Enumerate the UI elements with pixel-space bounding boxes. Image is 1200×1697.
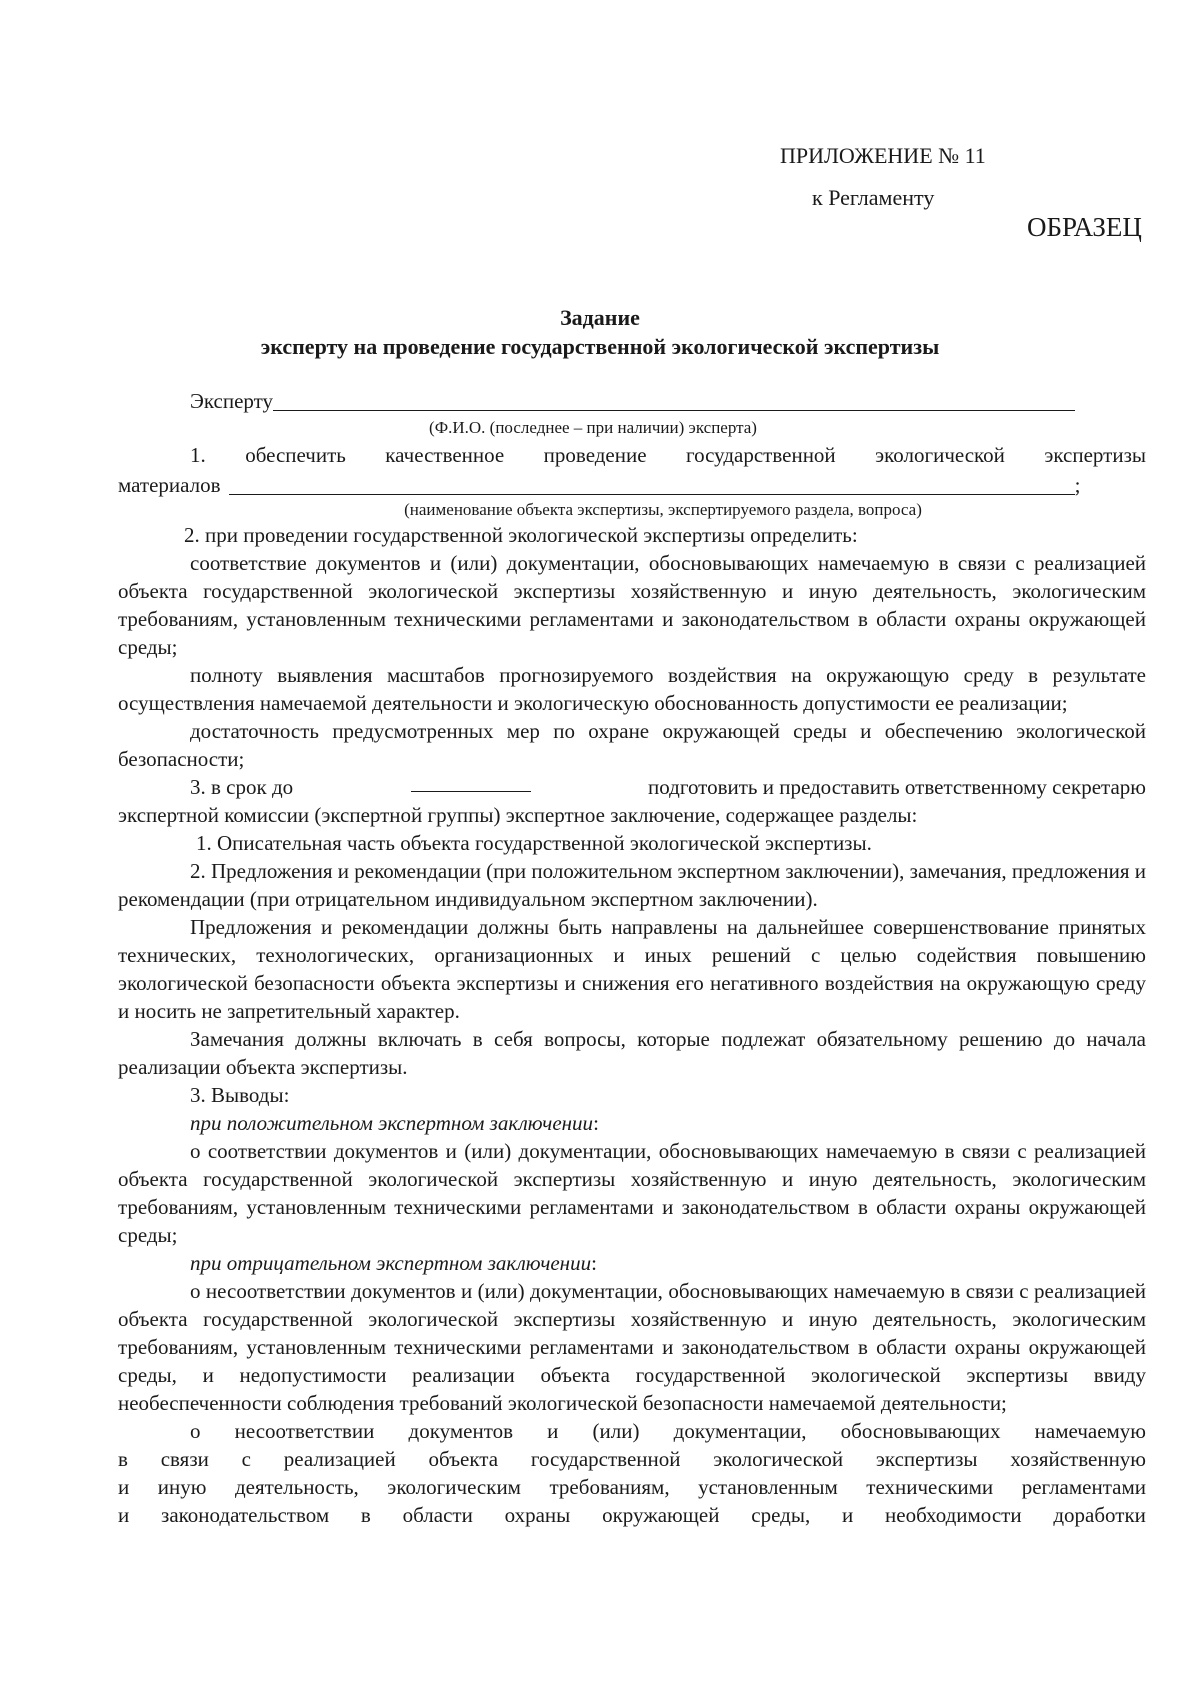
item1-word: экологической [875, 443, 1005, 467]
expert-name-blank [273, 390, 1075, 411]
expert-fill-row [118, 385, 1146, 415]
item1-word: государственной [686, 443, 836, 467]
section-2-remarks: Замечания должны включать в себя вопросы, которые подлежат обязательному решению до начала реализации объекта экспертизы. [118, 1027, 1146, 1079]
materials-label: материалов [118, 473, 221, 497]
appendix-number: ПРИЛОЖЕНИЕ № 11 [780, 143, 986, 168]
negative-conclusion-line: и иную деятельность, экологическим требованиям, установленным техническими регламентами [118, 1475, 1146, 1499]
word: законодательством [161, 1503, 330, 1527]
expert-caption: (Ф.И.О. (последнее – при наличии) эксперта) [429, 418, 757, 437]
appendix-reference: к Регламенту [812, 185, 935, 210]
item2-heading: 2. при проведении государственной экологической экспертизы определить: [184, 523, 858, 547]
colon: : [591, 1251, 597, 1275]
colon: : [593, 1111, 599, 1135]
word: области [402, 1503, 473, 1527]
negative-conclusion-line: в связи с реализацией объекта государственной экологической экспертизы хозяйственную [118, 1447, 1146, 1471]
word: доработки [1053, 1503, 1146, 1527]
item3-continuation: экспертной комиссии (экспертной группы) экспертное заключение, содержащее разделы: [118, 803, 918, 827]
item3-line [118, 773, 1146, 801]
item2-paragraph-2: полноту выявления масштабов прогнозируемого воздействия на окружающую среду в результате осуществления намечаемой деятельности и экологическую обоснованность допустимости ее реализации; [118, 663, 1146, 715]
negative-conclusion-text-1: о несоответствии документов и (или) документации, обосновывающих намечаемую в связи с реализацией объекта государственной экологической экспертизы хозяйственную и иную деятельность, экологическим требованиям, установленным техническими регламентами и законодательством в области охраны окружающей среды, и недопустимости реализации объекта государственной экологической экспертизы ввиду необеспеченности соблюдения требований экологической безопасности намечаемой деятельности; [118, 1279, 1146, 1415]
materials-caption: (наименование объекта экспертизы, экспертируемого раздела, вопроса) [404, 500, 922, 519]
negative-conclusion-label: при отрицательном экспертном заключении [190, 1251, 592, 1275]
word: в [360, 1503, 371, 1527]
item1-word: проведение [543, 443, 647, 467]
word: необходимости [885, 1503, 1022, 1527]
materials-semicolon: ; [1074, 473, 1081, 497]
item1-word: экспертизы [1044, 443, 1146, 467]
item1-line [118, 441, 1146, 469]
positive-conclusion-heading [118, 1109, 1146, 1137]
word: и [118, 1503, 130, 1527]
section-3: 3. Выводы: [190, 1083, 290, 1107]
section-1: 1. Описательная часть объекта государственной экологической экспертизы. [196, 831, 872, 855]
negative-conclusion-last-line [118, 1501, 1146, 1529]
negative-conclusion-text-2 [118, 1417, 1146, 1529]
item2-paragraph-3: достаточность предусмотренных мер по охране окружающей среды и обеспечению экологической безопасности; [118, 719, 1146, 771]
negative-conclusion-heading [118, 1249, 1146, 1277]
deadline-blank [411, 773, 531, 792]
document-subtitle: эксперту на проведение государственной экологической экспертизы [260, 334, 940, 359]
positive-conclusion-label: при положительном экспертном заключении [190, 1111, 594, 1135]
item3-deadline-label: 3. в срок до [190, 775, 294, 799]
negative-conclusion-line: о несоответствии документов и (или) документации, обосновывающих намечаемую [190, 1419, 1146, 1443]
section-2: 2. Предложения и рекомендации (при положительном экспертном заключении), замечания, предложения и рекомендации (при отрицательном индивидуальном экспертном заключении). [118, 859, 1146, 911]
word: охраны [504, 1503, 571, 1527]
materials-blank [229, 474, 1075, 495]
section-2-recommendations: Предложения и рекомендации должны быть направлены на дальнейшее совершенствование принятых технических, технологических, организационных и иных решений с целью содействия повышению экологической безопасности объекта экспертизы и снижения его негативного воздействия на окружающую среду и носить не запретительный характер. [118, 915, 1146, 1023]
item3-instruction: подготовить и предоставить ответственному секретарю [648, 775, 1146, 799]
item2-paragraph-1: соответствие документов и (или) документации, обосновывающих намечаемую в связи с реализацией объекта государственной экологической экспертизы хозяйственную и иную деятельность, экологическим требованиям, установленным техническими регламентами и законодательством в области охраны окружающей среды; [118, 551, 1146, 659]
word: среды, [751, 1503, 811, 1527]
word: и [842, 1503, 854, 1527]
word: окружающей [602, 1503, 720, 1527]
item1-number: 1. [190, 443, 206, 467]
materials-fill-row [118, 469, 1146, 499]
sample-stamp: ОБРАЗЕЦ [1027, 212, 1142, 242]
document-title: Задание [560, 305, 640, 330]
item1-word: качественное [385, 443, 505, 467]
item1-word: обеспечить [245, 443, 346, 467]
document-body [118, 385, 1146, 1529]
positive-conclusion-text: о соответствии документов и (или) документации, обосновывающих намечаемую в связи с реализацией объекта государственной экологической экспертизы хозяйственную и иную деятельность, экологическим требованиям, установленным техническими регламентами и законодательством в области охраны окружающей среды; [118, 1139, 1146, 1247]
expert-label: Эксперту [190, 389, 274, 413]
